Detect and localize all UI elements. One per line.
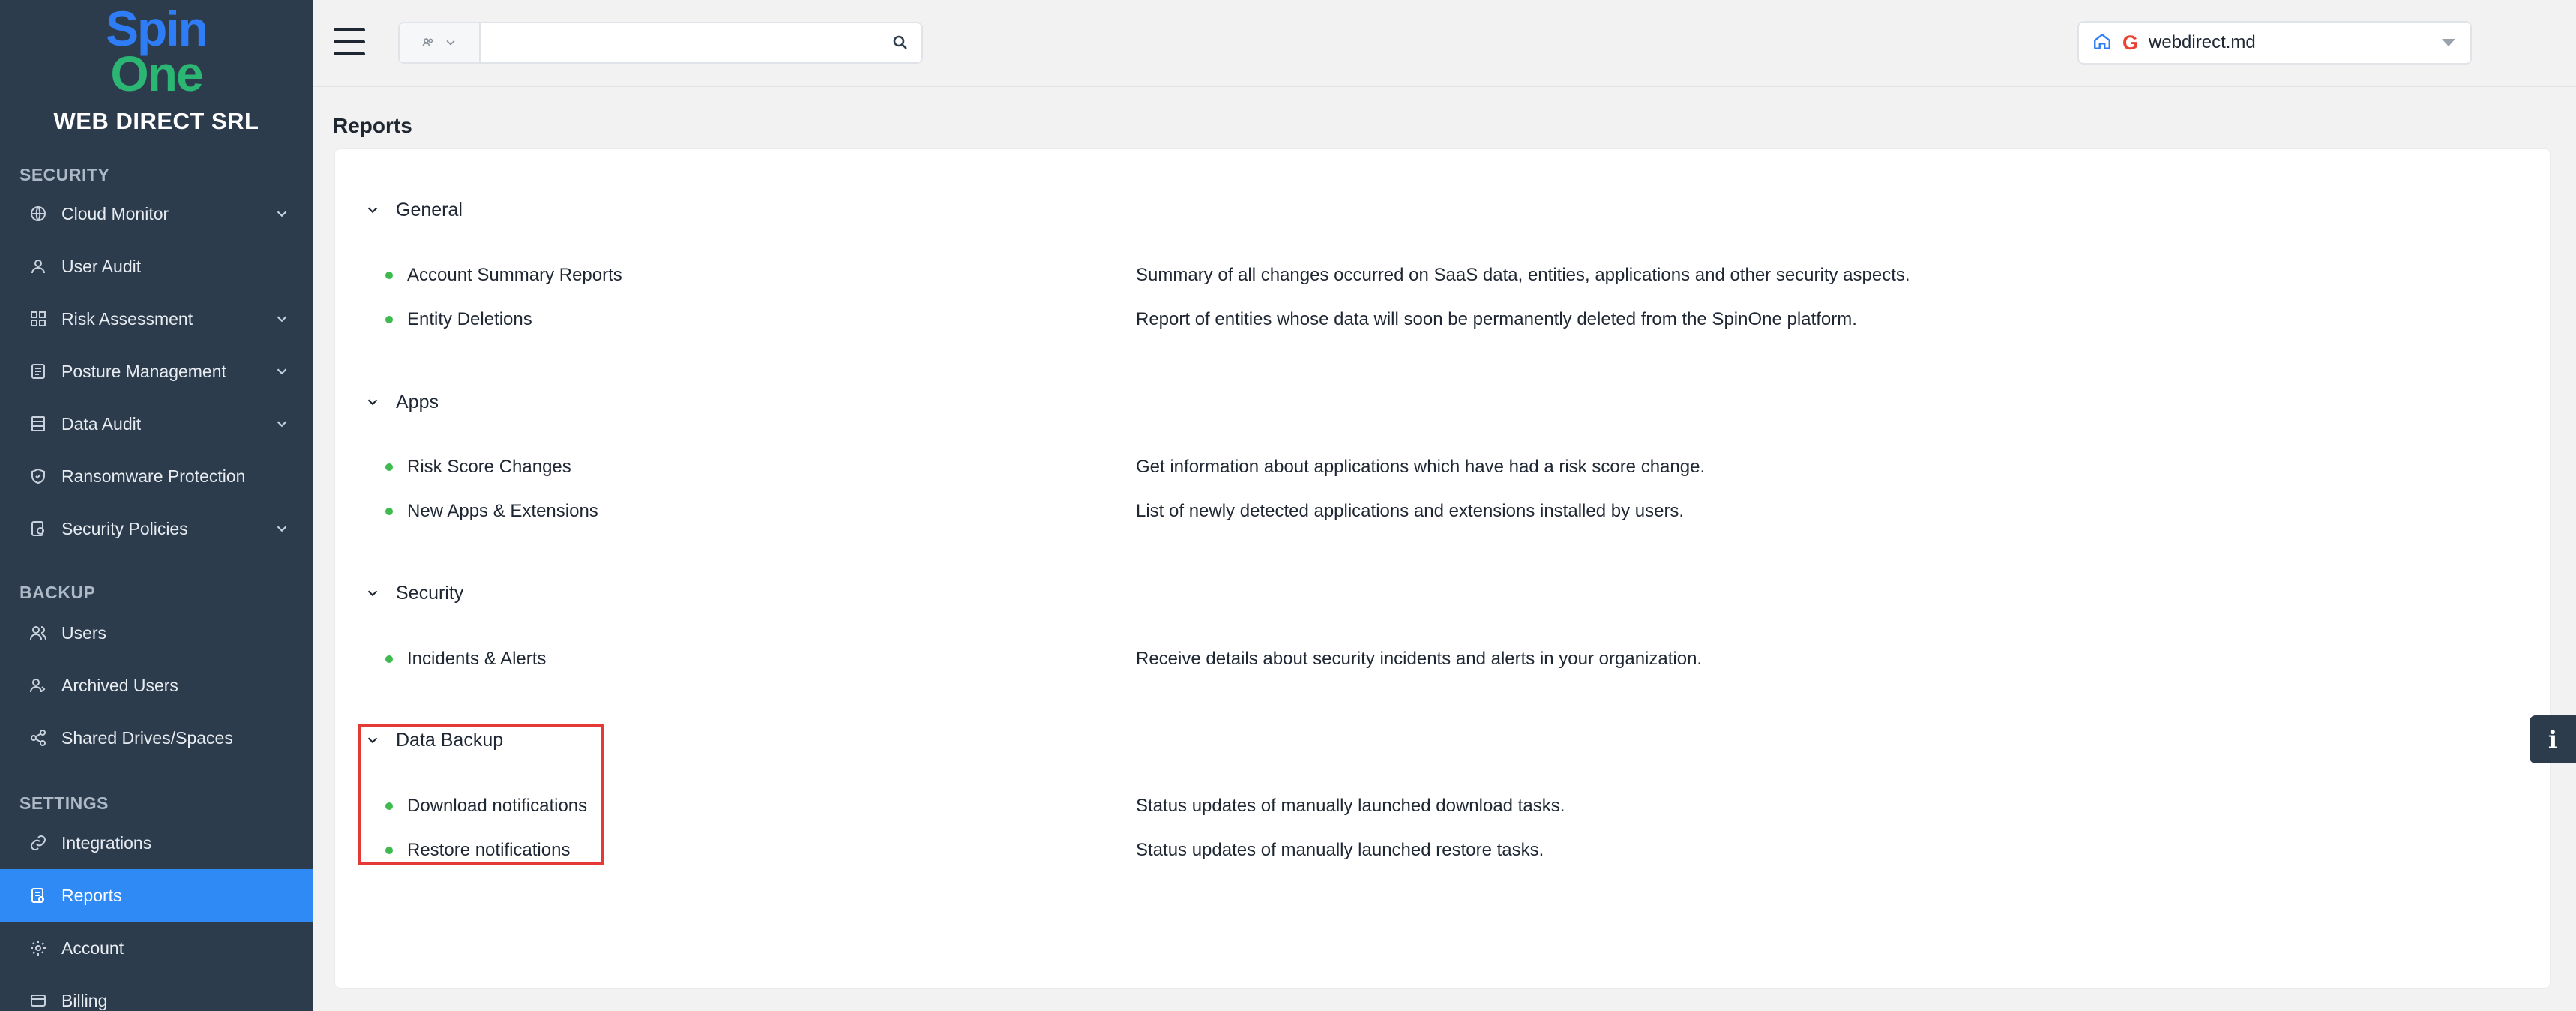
spinone-logo[interactable] [0,1,313,101]
page-title: Reports [333,114,412,137]
report-item[interactable] [385,306,532,333]
chevron-down-icon [443,35,458,50]
chevron-down-icon [364,394,381,410]
sidebar-item-account[interactable] [0,922,313,974]
group-title: General [396,199,463,220]
sidebar-item-label: Security Policies [61,518,188,538]
sidebar-item-cloud-monitor[interactable] [0,188,313,240]
sidebar-item-label: User Audit [61,256,142,276]
report-name[interactable]: New Apps & Extensions [407,501,598,521]
caret-down-icon [2442,39,2455,46]
report-description: Status updates of manually launched restore tasks. [1136,840,1544,860]
group-security-toggle[interactable] [364,578,463,608]
bullet [385,316,393,323]
sidebar-item-label: Risk Assessment [61,308,193,328]
search-icon [891,34,909,52]
shield-icon [28,466,48,486]
top-bar [313,0,2576,87]
menu-toggle-button[interactable] [334,28,365,56]
org-name: WEB DIRECT SRL [53,108,259,134]
link-icon [28,833,48,853]
group-title: Data Backup [396,729,504,751]
chevron-down-icon [364,202,381,218]
report-description: Get information about applications which have had a risk score change. [1136,457,1706,477]
report-description: List of newly detected applications and extensions installed by users. [1136,501,1685,521]
info-side-tab[interactable] [2530,716,2576,764]
report-item[interactable] [385,498,598,525]
sidebar-item-security-policies[interactable] [0,502,313,555]
report-item[interactable] [385,646,546,673]
sidebar-item-reports[interactable] [0,869,313,922]
report-item[interactable] [385,454,571,481]
sidebar-item-shared-drives[interactable] [0,712,313,764]
hamburger-line [334,52,365,56]
search-input[interactable] [481,23,879,62]
sidebar-item-label: Archived Users [61,675,178,695]
report-name[interactable]: Incidents & Alerts [407,649,547,669]
share-icon [28,728,48,748]
globe-icon [28,204,48,224]
report-description: Status updates of manually launched download tasks. [1136,796,1565,816]
chevron-down-icon [274,206,290,222]
sidebar-item-user-audit[interactable] [0,240,313,292]
hamburger-line [334,28,365,32]
grid-icon [28,309,48,328]
logo-line2: One [110,46,202,101]
user-icon [28,256,48,276]
sidebar-item-risk-assessment[interactable] [0,292,313,345]
sidebar-item-integrations[interactable] [0,817,313,869]
sidebar-item-users[interactable] [0,607,313,659]
sidebar-item-label: Ransomware Protection [61,466,246,486]
chevron-down-icon [364,585,381,602]
billing-icon [28,991,48,1010]
sidebar-item-label: Shared Drives/Spaces [61,728,233,748]
report-icon [28,886,48,905]
sidebar-item-label: Reports [61,885,122,905]
clipboard-icon [28,362,48,381]
search-filter-dropdown[interactable] [400,23,481,62]
report-name[interactable]: Entity Deletions [407,309,532,329]
sidebar [0,0,313,1011]
group-title: Apps [396,391,439,412]
section-security: SECURITY [19,165,110,184]
search-button[interactable] [879,23,921,62]
sidebar-item-label: Posture Management [61,361,226,381]
info-icon: i [2548,725,2558,754]
report-item[interactable] [385,262,622,289]
report-name[interactable]: Restore notifications [407,840,571,860]
report-name[interactable]: Download notifications [407,796,588,816]
sidebar-item-label: Billing [61,990,108,1010]
report-name[interactable]: Account Summary Reports [407,265,622,285]
search-bar [398,22,923,64]
home-icon [2092,32,2112,55]
group-apps-toggle[interactable] [364,387,439,417]
report-description: Report of entities whose data will soon be permanently deleted from the SpinOne platform. [1136,309,1857,329]
chevron-down-icon [274,416,290,432]
sidebar-item-data-audit[interactable] [0,398,313,450]
sidebar-item-posture-management[interactable] [0,345,313,398]
report-description: Receive details about security incidents and alerts in your organization. [1136,649,1703,669]
sidebar-item-label: Account [61,938,124,958]
sidebar-item-ransomware-protection[interactable] [0,450,313,502]
sidebar-item-archived-users[interactable] [0,659,313,712]
report-description: Summary of all changes occurred on SaaS data, entities, applications and other security aspects. [1136,265,1910,285]
bullet [385,272,393,279]
hamburger-line [334,40,365,44]
google-icon: G [2122,31,2139,54]
sidebar-item-billing[interactable] [0,974,313,1011]
bullet [385,464,393,471]
section-settings: SETTINGS [19,794,109,813]
chevron-down-icon [274,520,290,537]
policy-icon [28,519,48,538]
domain-selector[interactable] [2077,21,2472,64]
section-backup: BACKUP [19,583,96,602]
gear-icon [28,938,48,958]
domain-name: webdirect.md [2149,32,2256,52]
archived-users-icon [28,676,48,695]
group-title: Security [396,582,464,604]
highlight-box [358,724,604,866]
users-icon [28,623,48,643]
sidebar-item-label: Cloud Monitor [61,203,169,224]
sidebar-item-label: Integrations [61,832,152,853]
chevron-down-icon [274,363,290,380]
chevron-down-icon [274,310,290,327]
report-name[interactable]: Risk Score Changes [407,457,571,477]
bullet [385,508,393,515]
group-general-toggle[interactable] [364,195,463,225]
logo-line1: Spin [106,1,207,56]
users-filter-icon [421,35,436,50]
sidebar-item-label: Data Audit [61,413,142,434]
bullet [385,656,393,663]
sidebar-item-label: Users [61,622,107,643]
database-icon [28,414,48,434]
